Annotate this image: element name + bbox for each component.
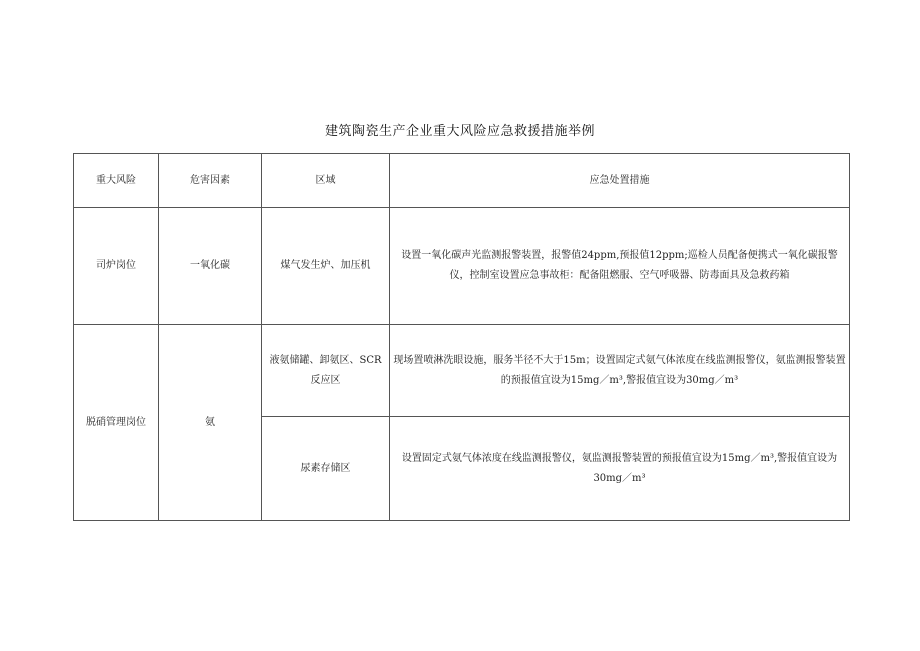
risk-cell: 脱硝管理岗位 — [74, 325, 159, 521]
table-header-row — [74, 154, 850, 208]
header-major-risk: 重大风险 — [74, 154, 159, 208]
area-cell: 液氨储罐、卸氨区、SCR反应区 — [262, 325, 390, 417]
measure-cell: 设置一氧化碳声光监测报警装置，报警值24ppm,预报值12ppm;巡检人员配备便携式一氧化碳报警仪，控制室设置应急事故柜：配备阻燃服、空气呼吸器、防毒面具及急救药箱 — [390, 208, 850, 325]
document-title: 建筑陶瓷生产企业重大风险应急救援措施举例 — [324, 124, 595, 139]
risk-cell: 司炉岗位 — [74, 208, 159, 325]
header-emergency-measures: 应急处置措施 — [390, 154, 850, 208]
emergency-measures-table — [73, 153, 850, 521]
table-row — [74, 208, 850, 325]
factor-cell: 氨 — [159, 325, 262, 521]
measure-cell: 现场置喷淋洗眼设施，服务半径不大于15m；设置固定式氨气体浓度在线监测报警仪，氨监测报警装置的预报值宜设为15mg／m³,警报值宜设为30mg／m³ — [390, 325, 850, 417]
header-hazard-factor: 危害因素 — [159, 154, 262, 208]
factor-cell: 一氧化碳 — [159, 208, 262, 325]
area-cell: 尿素存储区 — [262, 417, 390, 521]
table-row — [74, 325, 850, 417]
measure-cell: 设置固定式氨气体浓度在线监测报警仪，氨监测报警装置的预报值宜设为15mg／m³,警报值宜设为30mg／m³ — [390, 417, 850, 521]
area-cell: 煤气发生炉、加压机 — [262, 208, 390, 325]
header-area: 区域 — [262, 154, 390, 208]
